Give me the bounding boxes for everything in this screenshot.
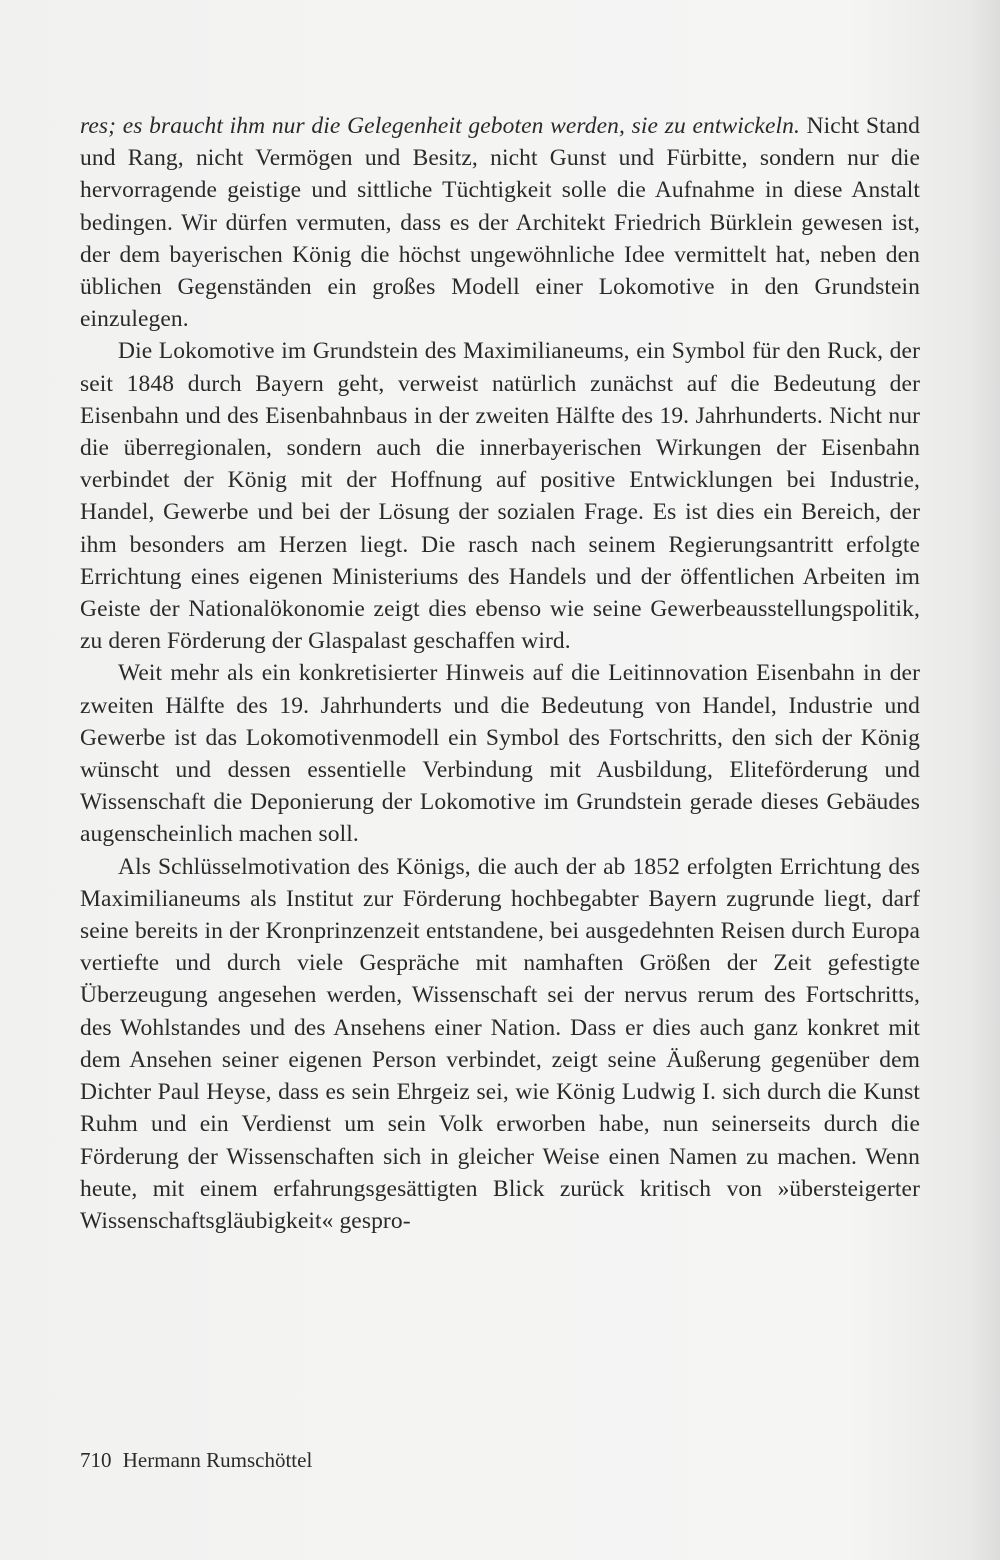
running-author: Hermann Rumschöttel bbox=[122, 1448, 313, 1472]
page-number: 710 bbox=[80, 1448, 112, 1472]
paragraph-2: Die Lokomotive im Grundstein des Maximilianeums, ein Symbol für den Ruck, der seit 1848 durch Bayern geht, verweist natürlich zunächst auf die Bedeutung der Eisenbahn und des Eisenbahnbaus in der zweiten Hälfte des 19. Jahrhunderts. Nicht nur die überregionalen, sondern auch die innerbayerischen Wirkungen der Eisenbahn verbindet der König mit der Hoffnung auf positive Entwicklungen bei Industrie, Handel, Gewerbe und bei der Lösung der sozialen Frage. Es ist dies ein Bereich, der ihm besonders am Herzen liegt. Die rasch nach seinem Regierungsantritt erfolgte Errichtung eines eigenen Ministeriums des Handels und der öffentlichen Arbeiten im Geiste der Nationalökonomie zeigt dies ebenso wie seine Gewerbeausstellungspolitik, zu deren Förderung der Glaspalast geschaffen wird. bbox=[80, 338, 920, 655]
italic-quote: res; es braucht ihm nur die Gelegenheit geboten werden, sie zu entwickeln. bbox=[80, 113, 800, 139]
paragraph-3: Weit mehr als ein konkretisierter Hinweis auf die Leitinnovation Eisenbahn in der zweiten Hälfte des 19. Jahrhunderts und die Bedeutung von Handel, Industrie und Gewerbe ist das Lokomotivenmodell ein Symbol des Fortschritts, den sich der König wünscht und dessen essentielle Verbindung mit Ausbildung, Eliteförderung und Wissenschaft die Deponierung der Lokomotive im Grundstein gerade dieses Gebäudes augenscheinlich machen soll. bbox=[80, 660, 920, 848]
page-footer bbox=[80, 1447, 312, 1473]
body-text bbox=[80, 110, 920, 1237]
paragraph-4: Als Schlüsselmotivation des Königs, die auch der ab 1852 erfolgten Errichtung des Maximilianeums als Institut zur Förderung hochbegabter Bayern zugrunde liegt, darf seine bereits in der Kronprinzenzeit entstandene, bei ausgedehnten Reisen durch Europa vertiefte und durch viele Gespräche mit namhaften Größen der Zeit gefestigte Überzeugung angesehen werden, Wissenschaft sei der nervus rerum des Fortschritts, des Wohlstandes und des Ansehens einer Nation. Dass er dies auch ganz konkret mit dem Ansehen seiner eigenen Person verbindet, zeigt seine Äußerung gegenüber dem Dichter Paul Heyse, dass es sein Ehrgeiz sei, wie König Ludwig I. sich durch die Kunst Ruhm und ein Verdienst um sein Volk erworben habe, nun seinerseits durch die Förderung der Wissenschaften sich in gleicher Weise einen Namen zu machen. Wenn heute, mit einem erfahrungsgesättigten Blick zurück kritisch von »übersteigerter Wissenschaftsgläubigkeit« gespro- bbox=[80, 853, 920, 1234]
paragraph-1-text: Nicht Stand und Rang, nicht Vermögen und Besitz, nicht Gunst und Fürbitte, sondern nur die hervorragende geistige und sittliche Tüchtigkeit solle die Aufnahme in diese Anstalt bedingen. Wir dürfen vermuten, dass es der Architekt Friedrich Bürklein gewesen ist, der dem bayerischen König die höchst ungewöhnliche Idee vermittelt hat, neben den üblichen Gegenständen ein großes Modell einer Lokomotive in den Grundstein einzulegen. bbox=[80, 113, 920, 333]
paragraph-1 bbox=[80, 110, 920, 335]
